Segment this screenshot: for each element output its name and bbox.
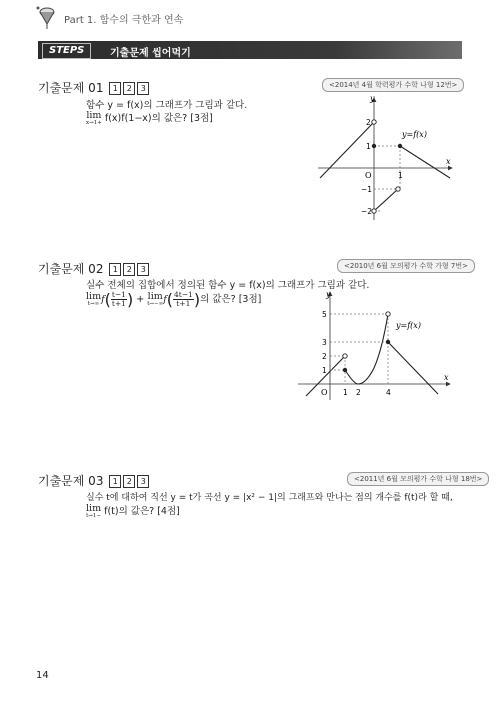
graph-01 bbox=[310, 92, 460, 227]
spinning-top-icon bbox=[36, 4, 58, 30]
y-tick-label: 2 bbox=[322, 352, 327, 361]
closed-point bbox=[386, 340, 390, 344]
problem-03-label-row bbox=[38, 472, 149, 489]
open-point bbox=[386, 312, 390, 316]
problem-03-question: lim t→1− f(t)의 값은? [4점] bbox=[86, 503, 180, 519]
checkbox-1[interactable]: 1 bbox=[109, 475, 121, 488]
origin-label: O bbox=[321, 388, 328, 397]
fraction-denominator: t+1 bbox=[176, 299, 191, 308]
y-tick-label: 5 bbox=[322, 310, 327, 319]
open-point bbox=[372, 120, 376, 124]
closed-point bbox=[372, 144, 376, 148]
checkbox-3[interactable]: 3 bbox=[137, 82, 149, 95]
graph-02 bbox=[296, 288, 454, 408]
closed-point bbox=[343, 368, 347, 372]
curve-label: y=f(x) bbox=[402, 130, 427, 139]
y-tick-label: 1 bbox=[322, 366, 327, 375]
part-title: Part 1. 함수의 극한과 연속 bbox=[64, 15, 184, 26]
y-tick-label: 3 bbox=[322, 338, 327, 347]
curve-lower-segment bbox=[374, 189, 398, 211]
checkbox-3[interactable]: 3 bbox=[137, 475, 149, 488]
problem-02-statement: 실수 전체의 집합에서 정의된 함수 y = f(x)의 그래프가 그림과 같다. bbox=[86, 280, 370, 291]
problem-03-expression: f(t)의 값은? [4점] bbox=[104, 506, 180, 517]
problem-label: 기출문제 01 bbox=[38, 81, 104, 95]
steps-tag: STEPS bbox=[42, 43, 91, 59]
problem-03-statement: 실수 t에 대하여 직선 y = t가 곡선 y = |x² − 1|의 그래프와 만나는 점의 개수를 f(t)라 할 때, bbox=[86, 493, 453, 503]
closed-point bbox=[398, 144, 402, 148]
problem-01-question bbox=[86, 110, 213, 126]
problem-02-question: lim t→∞ f( $\frac{t-1}{t+1}$ ) + lim t→−∞ f( $\frac{4t-1}{t+1}$ )의 값은? [3점] bbox=[86, 289, 262, 309]
x-axis-label: x bbox=[446, 157, 451, 166]
section-banner bbox=[38, 41, 462, 59]
problem-02-label-row bbox=[38, 260, 149, 277]
x-tick-label: 4 bbox=[386, 388, 391, 397]
y-tick-label: −1 bbox=[361, 185, 373, 194]
x-tick-label: 1 bbox=[398, 171, 403, 180]
origin-label: O bbox=[365, 171, 372, 180]
lim-symbol: lim bbox=[86, 110, 102, 121]
y-axis-label: y bbox=[370, 94, 375, 103]
y-tick-label: 1 bbox=[366, 142, 371, 151]
problem-label: 기출문제 02 bbox=[38, 262, 104, 276]
x-tick-label: 1 bbox=[343, 388, 348, 397]
source-badge: <2011년 6월 모의평가 수학 나형 18번> bbox=[347, 472, 489, 486]
fraction-numerator: t−1 bbox=[111, 289, 126, 299]
problem-01-expression: f(x)f(1−x)의 값은? [3점] bbox=[104, 113, 213, 124]
lim-subscript: t→1− bbox=[86, 512, 102, 519]
open-point bbox=[396, 187, 400, 191]
source-badge: <2010년 6월 모의평가 수학 가형 7번> bbox=[337, 259, 475, 273]
problem-label: 기출문제 03 bbox=[38, 474, 104, 488]
curve-right-branch bbox=[400, 146, 450, 178]
open-point bbox=[343, 354, 347, 358]
open-point bbox=[372, 209, 376, 213]
problem-02-tail: 의 값은? [3점] bbox=[200, 294, 262, 305]
curve-right-line bbox=[388, 342, 438, 394]
problem-01-statement: 함수 y = f(x)의 그래프가 그림과 같다. bbox=[86, 100, 248, 111]
problem-01-label-row bbox=[38, 79, 149, 96]
x-axis-label: x bbox=[444, 373, 449, 382]
lim-subscript: t→∞ bbox=[87, 300, 100, 307]
checkbox-1[interactable]: 1 bbox=[109, 263, 121, 276]
fraction-denominator: t+1 bbox=[111, 299, 126, 308]
checkbox-2[interactable]: 2 bbox=[123, 475, 135, 488]
page-number: 14 bbox=[36, 670, 49, 681]
y-tick-label: −2 bbox=[361, 207, 373, 216]
section-title: 기출문제 씹어먹기 bbox=[110, 48, 191, 59]
lim-subscript: x→1+ bbox=[86, 119, 102, 126]
source-badge: <2014년 4월 학력평가 수학 나형 12번> bbox=[322, 78, 464, 92]
y-tick-label: 2 bbox=[366, 118, 371, 127]
lim-subscript: t→−∞ bbox=[147, 300, 164, 307]
x-tick-label: 2 bbox=[356, 388, 361, 397]
checkbox-2[interactable]: 2 bbox=[123, 82, 135, 95]
checkbox-1[interactable]: 1 bbox=[109, 82, 121, 95]
checkbox-2[interactable]: 2 bbox=[123, 263, 135, 276]
curve-label: y=f(x) bbox=[396, 321, 421, 330]
checkbox-3[interactable]: 3 bbox=[137, 263, 149, 276]
fraction-numerator: 4t−1 bbox=[174, 289, 193, 299]
curve-middle bbox=[345, 314, 388, 384]
y-axis-label: y bbox=[326, 290, 331, 299]
